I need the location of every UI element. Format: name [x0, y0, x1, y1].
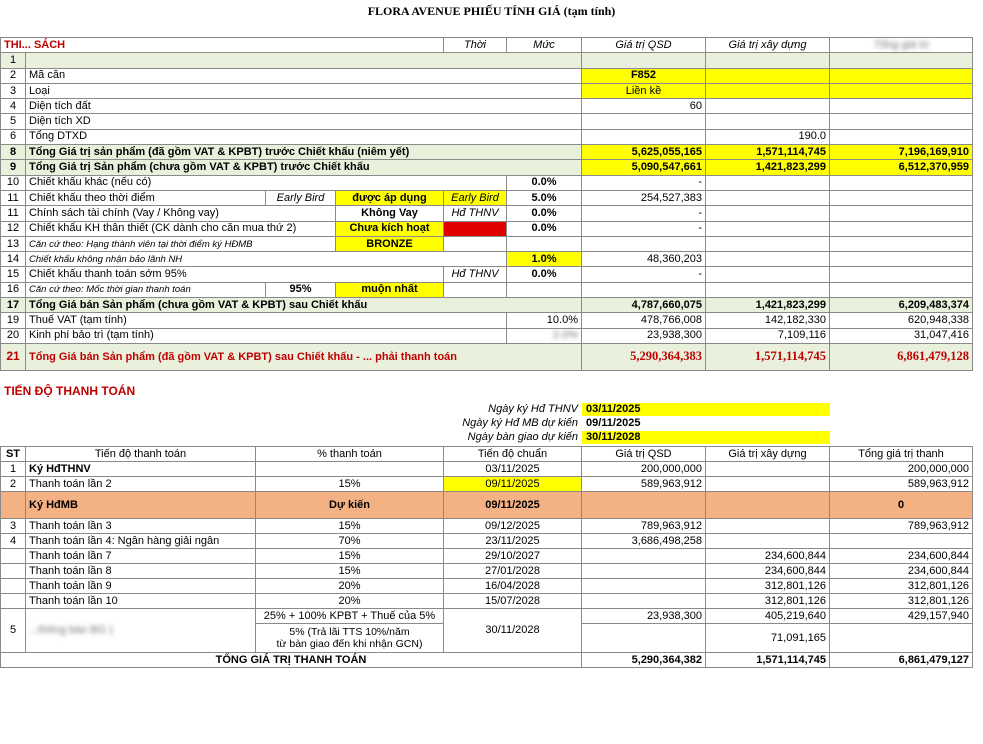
value-cell: 4,787,660,075 — [582, 298, 706, 313]
date-label: Ngày ký Hđ MB dự kiến — [462, 417, 578, 429]
value-cell: 312,801,126 — [830, 579, 973, 594]
date-cell: 23/11/2025 — [444, 534, 582, 549]
table-row: 5 Diện tích XD — [1, 114, 973, 129]
pct-cell: 0.0% — [507, 175, 582, 190]
table-row: 4 Thanh toán lần 4: Ngân hàng giải ngân 70% 23/11/2025 3,686,498,258 — [1, 534, 973, 549]
date-cell: 30/11/2028 — [444, 609, 582, 653]
table-row: 6 Tổng DTXD 190.0 — [1, 129, 973, 144]
date-cell: 03/11/2025 — [444, 462, 582, 477]
row-label: Tổng Giá bán Sản phẩm (đã gồm VAT & KPBT) sau Chiết khấu - ... phải thanh toán — [26, 343, 582, 370]
row-label: Loại — [26, 83, 582, 98]
option-cell: Hđ THNV — [444, 267, 507, 282]
row-label: Thanh toán lần 4: Ngân hàng giải ngân — [26, 534, 256, 549]
date-cell: 27/01/2028 — [444, 564, 582, 579]
row-label: Căn cứ theo: Mốc thời gian thanh toán — [26, 282, 266, 297]
option-cell[interactable]: BRONZE — [336, 236, 444, 251]
value-cell: 23,938,300 — [582, 328, 706, 343]
schedule-header-row — [1, 447, 973, 462]
option-cell: Hđ THNV — [444, 206, 507, 221]
col-header: % thanh toán — [256, 447, 444, 462]
date-value[interactable]: 30/11/2028 — [582, 431, 830, 444]
value-cell: 7,109,116 — [706, 328, 830, 343]
table-row: 5 ...thông báo BG ) 25% + 100% KPBT + Thuế của 5% 30/11/2028 23,938,300 405,219,640 429,157,940 — [1, 609, 973, 624]
col-header: Giá trị QSD — [582, 447, 706, 462]
total-floor-area: 190.0 — [706, 129, 830, 144]
pct-cell: 0.0% — [507, 206, 582, 221]
value-cell: 429,157,940 — [830, 609, 973, 624]
date-label: Ngày bàn giao dự kiến — [467, 431, 578, 443]
row-label: Thanh toán lần 7 — [26, 549, 256, 564]
row-label: Chiết khấu không nhận bảo lãnh NH — [26, 252, 507, 267]
value-cell: 5,290,364,383 — [582, 343, 706, 370]
row-label: Diện tích XD — [26, 114, 582, 129]
pct-cell: 0.0% — [507, 267, 582, 282]
value-cell: 234,600,844 — [706, 549, 830, 564]
date-value[interactable]: 03/11/2025 — [582, 403, 830, 416]
table-row: 8 Tổng Giá trị sản phẩm (đã gồm VAT & KPBT) trước Chiết khấu (niêm yết) 5,625,055,165 1,571,114,745 7,196,169,910 — [1, 145, 973, 160]
pricing-header-row — [1, 38, 973, 53]
row-label: Chiết khấu khác (nếu có) — [26, 175, 507, 190]
table-row — [1, 594, 973, 609]
row-label: Ký HđMB — [26, 492, 256, 519]
pct-cell: 1.0% — [507, 252, 582, 267]
row-label: Thanh toán lần 8 — [26, 564, 256, 579]
date-value: 09/11/2025 — [582, 417, 706, 430]
total-label: TỔNG GIÁ TRỊ THANH TOÁN — [1, 653, 582, 668]
row-label: Thanh toán lần 2 — [26, 477, 256, 492]
date-cell: 29/10/2027 — [444, 549, 582, 564]
value-cell: 200,000,000 — [830, 462, 973, 477]
row-label: Tổng Giá trị Sản phẩm (chưa gồm VAT & KPBT) trước Chiết khấu — [26, 160, 582, 175]
table-row — [1, 564, 973, 579]
table-row: 21 Tổng Giá bán Sản phẩm (đã gồm VAT & KPBT) sau Chiết khấu - ... phải thanh toán 5,290,364,383 1,571,114,745 6,861,479,128 — [1, 343, 973, 370]
value-cell: 0 — [830, 492, 973, 519]
table-row: 1 — [1, 53, 973, 68]
col-header-qsd: Giá trị QSD — [582, 38, 706, 53]
table-row: 9 Tổng Giá trị Sản phẩm (chưa gồm VAT & KPBT) trước Chiết khấu 5,090,547,661 1,421,823,299 6,512,370,959 — [1, 160, 973, 175]
value-cell: 789,963,912 — [830, 519, 973, 534]
row-label: Tổng DTXD — [26, 129, 582, 144]
value-cell: 7,196,169,910 — [830, 145, 973, 160]
row-label: Chiết khấu thanh toán sớm 95% — [26, 267, 444, 282]
option-cell[interactable]: Không Vay — [336, 206, 444, 221]
value-cell: 478,766,008 — [582, 313, 706, 328]
value-cell: 589,963,912 — [830, 477, 973, 492]
table-row: 11 Chiết khấu theo thời điểm Early Bird được áp dụng Early Bird 5.0% 254,527,383 — [1, 190, 973, 205]
pct-cell: Dự kiến — [256, 492, 444, 519]
table-row: 2 Thanh toán lần 2 15% 09/11/2025 589,963,912 589,963,912 — [1, 477, 973, 492]
table-row: 4 Diện tích đất 60 — [1, 99, 973, 114]
row-label: Ký HđTHNV — [26, 462, 256, 477]
value-cell: 789,963,912 — [582, 519, 706, 534]
value-cell: 620,948,338 — [830, 313, 973, 328]
value-cell: 1,571,114,745 — [706, 145, 830, 160]
option-cell: Early Bird — [266, 190, 336, 205]
value-cell: 1,421,823,299 — [706, 160, 830, 175]
value-cell: 312,801,126 — [706, 579, 830, 594]
value-cell: 405,219,640 — [706, 609, 830, 624]
value-cell: 234,600,844 — [706, 564, 830, 579]
pct-cell: 0.0% — [507, 221, 582, 236]
value-cell: 200,000,000 — [582, 462, 706, 477]
col-header-time: Thời — [444, 38, 507, 53]
col-header: ST — [1, 447, 26, 462]
pct-cell: 15% — [256, 477, 444, 492]
col-header-level: Mức — [507, 38, 582, 53]
pct-cell: 20% — [256, 594, 444, 609]
value-cell: 589,963,912 — [582, 477, 706, 492]
value-cell: 234,600,844 — [830, 564, 973, 579]
col-header: Tổng giá trị thanh — [830, 447, 973, 462]
date-cell: 15/07/2028 — [444, 594, 582, 609]
value-cell: 6,209,483,374 — [830, 298, 973, 313]
pct-cell: 20% — [256, 579, 444, 594]
date-label: Ngày ký Hđ THNV — [488, 403, 578, 415]
table-row: 15 Chiết khấu thanh toán sớm 95% Hđ THNV 0.0% - — [1, 267, 973, 282]
col-header-total: Tổng giá trị — [830, 38, 973, 53]
table-row: 1 Ký HđTHNV 03/11/2025 200,000,000 200,000,000 — [1, 462, 973, 477]
table-row — [1, 579, 973, 594]
pct-cell: 2.0% — [507, 328, 582, 343]
date-cell: 16/04/2028 — [444, 579, 582, 594]
option-cell[interactable]: muộn nhất — [336, 282, 444, 297]
table-row: 11 Chính sách tài chính (Vay / Không vay) Không Vay Hđ THNV 0.0% - — [1, 206, 973, 221]
table-row: 16 Căn cứ theo: Mốc thời gian thanh toán 95% muộn nhất — [1, 282, 973, 297]
value-cell: - — [582, 175, 706, 190]
table-row: 3 Thanh toán lần 3 15% 09/12/2025 789,963,912 789,963,912 — [1, 519, 973, 534]
value-cell: 6,512,370,959 — [830, 160, 973, 175]
row-label: Kinh phí bảo trì (tạm tính) — [26, 328, 507, 343]
value-cell: 3,686,498,258 — [582, 534, 706, 549]
value-cell: 31,047,416 — [830, 328, 973, 343]
pct-cell: 15% — [256, 549, 444, 564]
col-header-construction: Giá trị xây dựng — [706, 38, 830, 53]
date-cell: 09/12/2025 — [444, 519, 582, 534]
pct-cell: 95% — [266, 282, 336, 297]
value-cell: 234,600,844 — [830, 549, 973, 564]
col-header: Giá trị xây dựng — [706, 447, 830, 462]
table-row: 13 Căn cứ theo: Hạng thành viên tại thời điểm ký HĐMB BRONZE — [1, 236, 973, 251]
pct-cell: 5% (Trả lãi TTS 10%/năm từ bàn giao đến khi nhận GCN) — [256, 624, 444, 653]
row-label: Căn cứ theo: Hạng thành viên tại thời điểm ký HĐMB — [26, 236, 336, 251]
pct-cell: 15% — [256, 564, 444, 579]
value-cell: 142,182,330 — [706, 313, 830, 328]
pct-cell: 5.0% — [507, 190, 582, 205]
value-cell: 71,091,165 — [706, 624, 830, 653]
row-label: Thanh toán lần 9 — [26, 579, 256, 594]
row-label: ...thông báo BG ) — [26, 609, 256, 653]
value-cell: 6,861,479,127 — [830, 653, 973, 668]
option-cell[interactable]: được áp dụng — [336, 190, 444, 205]
value-cell: 5,090,547,661 — [582, 160, 706, 175]
table-row: 3 Loại Liền kề — [1, 83, 973, 98]
value-cell: 5,290,364,382 — [582, 653, 706, 668]
land-area: 60 — [582, 99, 706, 114]
date-cell: 09/11/2025 — [444, 492, 582, 519]
value-cell: 1,571,114,745 — [706, 653, 830, 668]
table-row: 12 Chiết khấu KH thân thiết (CK dành cho căn mua thứ 2) Chưa kích hoạt 0.0% - — [1, 221, 973, 236]
page-title: FLORA AVENUE PHIẾU TÍNH GIÁ (tạm tính) — [367, 4, 616, 18]
value-cell: 254,527,383 — [582, 190, 706, 205]
pct-cell: 15% — [256, 519, 444, 534]
unit-code: F852 — [582, 68, 706, 83]
row-label: Diện tích đất — [26, 99, 582, 114]
value-cell: - — [582, 206, 706, 221]
section-header: THI... SÁCH — [1, 38, 444, 53]
value-cell: 48,360,203 — [582, 252, 706, 267]
value-cell: 312,801,126 — [706, 594, 830, 609]
row-label: Tổng Giá trị sản phẩm (đã gồm VAT & KPBT) trước Chiết khấu (niêm yết) — [26, 145, 582, 160]
option-cell[interactable]: Chưa kích hoạt — [336, 221, 444, 236]
pricing-table — [0, 37, 973, 371]
value-cell: 1,571,114,745 — [706, 343, 830, 370]
table-row: 2 Mã căn F852 — [1, 68, 973, 83]
table-row — [1, 549, 973, 564]
table-row: 19 Thuế VAT (tạm tính) 10.0% 478,766,008 142,182,330 620,948,338 — [1, 313, 973, 328]
table-row: 17 Tổng Giá bán Sản phẩm (chưa gồm VAT & KPBT) sau Chiết khấu 4,787,660,075 1,421,823,299 6,209,483,374 — [1, 298, 973, 313]
pct-cell: 25% + 100% KPBT + Thuế của 5% — [256, 609, 444, 624]
row-label: Mã căn — [26, 68, 582, 83]
schedule-heading: TIẾN ĐỘ THANH TOÁN — [4, 384, 136, 398]
pct-cell: 70% — [256, 534, 444, 549]
value-cell: 5,625,055,165 — [582, 145, 706, 160]
row-label: Thuế VAT (tạm tính) — [26, 313, 507, 328]
row-label: Chiết khấu theo thời điểm — [26, 190, 266, 205]
value-cell: 6,861,479,128 — [830, 343, 973, 370]
payment-schedule-table — [0, 446, 973, 668]
date-cell[interactable]: 09/11/2025 — [444, 477, 582, 492]
option-cell: Early Bird — [444, 190, 507, 205]
unit-type: Liền kề — [582, 83, 706, 98]
table-row — [1, 492, 973, 519]
value-cell: 1,421,823,299 — [706, 298, 830, 313]
row-label: Chính sách tài chính (Vay / Không vay) — [26, 206, 336, 221]
value-cell: - — [582, 221, 706, 236]
pct-cell: 10.0% — [507, 313, 582, 328]
table-row: 20 Kinh phí bảo trì (tạm tính) 2.0% 23,938,300 7,109,116 31,047,416 — [1, 328, 973, 343]
row-label: Thanh toán lần 10 — [26, 594, 256, 609]
row-label: Thanh toán lần 3 — [26, 519, 256, 534]
col-header: Tiến độ thanh toán — [26, 447, 256, 462]
value-cell: 312,801,126 — [830, 594, 973, 609]
col-header: Tiến độ chuẩn — [444, 447, 582, 462]
table-row: 14 Chiết khấu không nhận bảo lãnh NH 1.0% 48,360,203 — [1, 252, 973, 267]
row-label: Tổng Giá bán Sản phẩm (chưa gồm VAT & KPBT) sau Chiết khấu — [26, 298, 582, 313]
value-cell: 23,938,300 — [582, 609, 706, 624]
table-row: 10 Chiết khấu khác (nếu có) 0.0% - — [1, 175, 973, 190]
value-cell: - — [582, 267, 706, 282]
row-label: Chiết khấu KH thân thiết (CK dành cho căn mua thứ 2) — [26, 221, 336, 236]
total-row — [1, 653, 973, 668]
